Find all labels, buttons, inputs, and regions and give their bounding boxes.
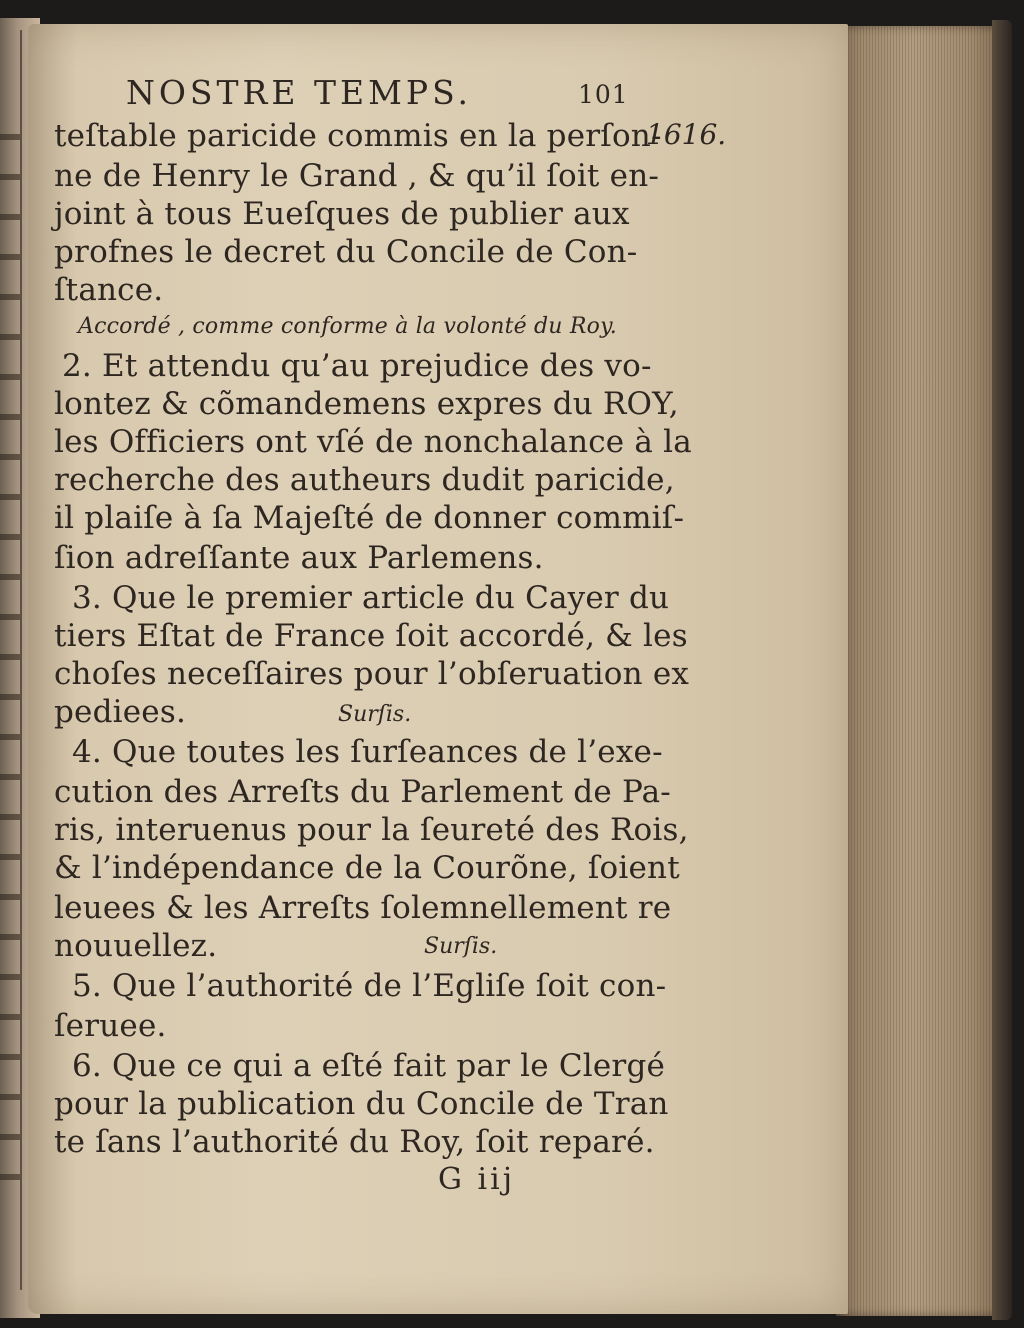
text-line: joint à tous Eueſques de publier aux: [54, 196, 630, 232]
text-line: profnes le decret du Concile de Con-: [54, 234, 638, 270]
text-line: tiers Eſtat de France ſoit accordé, & les: [54, 618, 688, 654]
text-line: lontez & cõmandemens expres du ROY,: [54, 386, 679, 422]
text-line: 3. Que le premier article du Cayer du: [72, 580, 670, 616]
text-line: ſtance.: [54, 272, 164, 308]
text-line: 5. Que l’authorité de l’Egliſe ſoit con-: [72, 968, 667, 1004]
text-line: 2. Et attendu qu’au prejudice des vo-: [62, 348, 652, 384]
text-line: ſion adreſſante aux Parlemens.: [54, 540, 544, 576]
text-line: pediees.: [54, 694, 187, 730]
text-line: ſeruee.: [54, 1008, 167, 1044]
text-line: recherche des autheurs dudit paricide,: [54, 462, 675, 498]
text-line: te ſans l’authorité du Roy, ſoit reparé.: [54, 1124, 655, 1160]
running-title: NOSTRE TEMPS.: [126, 73, 472, 112]
text-line: il plaiſe à ſa Majeſté de donner commiſ-: [54, 500, 685, 536]
text-line: 6. Que ce qui a eſté fait par le Clergé: [72, 1048, 666, 1084]
text-line: les Officiers ont vſé de nonchalance à la: [54, 424, 692, 460]
text-line: ris, interuenus pour la ſeureté des Rois,: [54, 812, 689, 848]
text-line: ne de Henry le Grand , & qu’il ſoit en-: [54, 158, 660, 194]
text-line: teſtable paricide commis en la perſon-: [54, 118, 662, 154]
signature-mark: G iij: [438, 1162, 515, 1197]
text-line: cution des Arreſts du Parlement de Pa-: [54, 774, 671, 810]
surfis-note: Surſis.: [424, 934, 498, 959]
text-line: pour la publication du Concile de Tran: [54, 1086, 669, 1122]
text-line: nouuellez.: [54, 928, 218, 964]
text-line: leuees & les Arreſts ſolemnellement re: [54, 890, 672, 926]
surfis-note: Surſis.: [338, 702, 412, 727]
decision-note: Accordé , comme conforme à la volonté du Roy.: [78, 314, 617, 339]
margin-year: 1616.: [646, 118, 727, 151]
text-line: & l’indépendance de la Courõne, ſoient: [54, 850, 680, 886]
text-line: 4. Que toutes les ſurſeances de l’exe-: [72, 734, 663, 770]
page-number: 101: [578, 80, 629, 109]
text-line: choſes neceſſaires pour l’obſeruation ex: [54, 656, 690, 692]
